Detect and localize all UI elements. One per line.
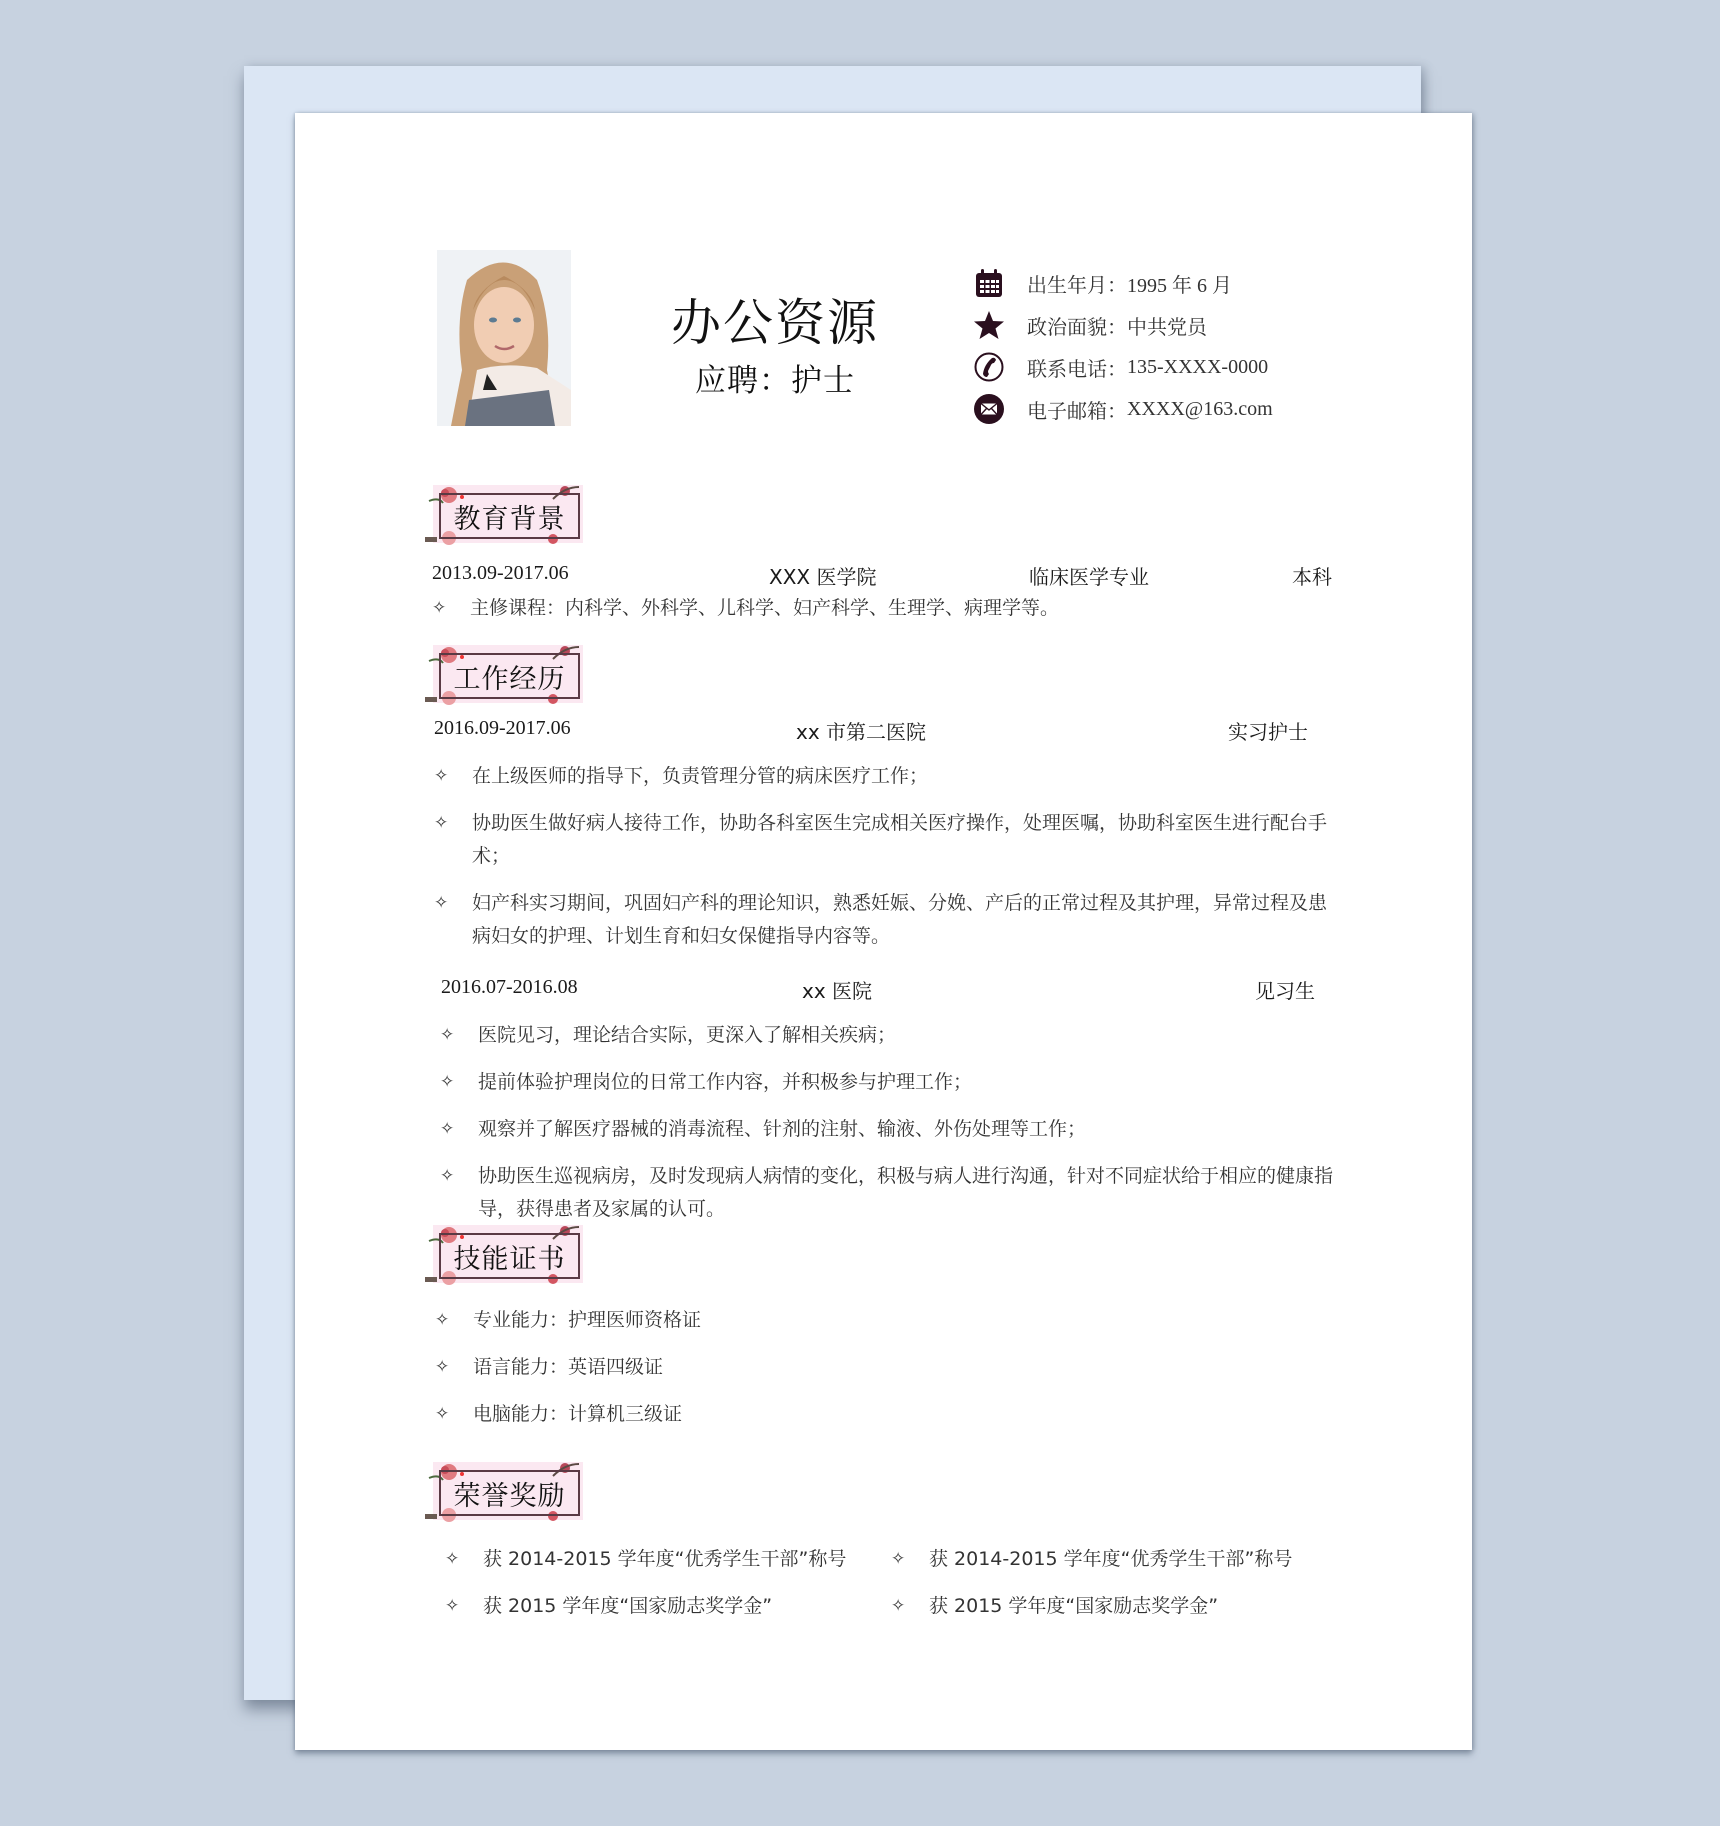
section-title-skills: 技能证书: [453, 1243, 566, 1275]
bullet-icon: ✧: [434, 766, 449, 786]
list-item: ✧ 妇产科实习期间，巩固妇产科的理论知识，熟悉妊娠、分娩、产后的正常过程及其护理，异常过程及患病妇女的护理、计划生育和妇女保健指导内容等。: [434, 887, 1329, 953]
education-courses: ✧ 主修课程：内科学、外科学、儿科学、妇产科学、生理学、病理学等。: [432, 592, 1332, 625]
bullet-icon: ✧: [435, 1404, 450, 1424]
bullet-icon: ✧: [891, 1596, 906, 1616]
contact-info: [971, 262, 1273, 430]
list-item: ✧ 提前体验护理岗位的日常工作内容，并积极参与护理工作；: [440, 1066, 1335, 1099]
bullet-icon: ✧: [891, 1549, 906, 1569]
list-item: ✧ 协助医生做好病人接待工作，协助各科室医生完成相关医疗操作，处理医嘱，协助科室医生进行配台手术；: [434, 807, 1329, 873]
contact-row-phone: [971, 346, 1273, 388]
section-title-work: 工作经历: [453, 663, 566, 695]
contact-row-birth: [971, 262, 1273, 304]
list-item: ✧ 获 2014-2015 学年度“优秀学生干部”称号: [445, 1543, 885, 1576]
list-item: ✧ 在上级医师的指导下，负责管理分管的病床医疗工作；: [434, 760, 1329, 793]
email-value: XXXX@163.com: [1127, 397, 1273, 420]
section-header-education: [425, 483, 585, 545]
job-2-org: xx 医院: [802, 979, 873, 1003]
contact-row-email: [971, 388, 1273, 430]
list-item: ✧ 专业能力：护理医师资格证: [435, 1304, 1035, 1337]
candidate-name: 办公资源: [671, 294, 879, 352]
political-value: 中共党员: [1127, 314, 1207, 339]
phone-icon: [971, 349, 1007, 385]
job-2-role: 见习生: [1255, 979, 1315, 1003]
applying-position: 应聘：护士: [695, 363, 855, 399]
birth-label: 出生年月：: [1027, 272, 1127, 297]
bullet-icon: ✧: [434, 813, 449, 833]
list-item: ✧ 获 2015 学年度“国家励志奖学金”: [891, 1590, 1331, 1623]
job-2-duties: [440, 1019, 1335, 1226]
star-icon: [971, 307, 1007, 343]
list-item: ✧ 医院见习，理论结合实际，更深入了解相关疾病；: [440, 1019, 1335, 1052]
mail-icon: [971, 391, 1007, 427]
portrait-image: [437, 250, 571, 426]
list-item: ✧ 电脑能力：计算机三级证: [435, 1398, 1035, 1431]
bullet-icon: ✧: [435, 1357, 450, 1377]
list-item: ✧ 获 2014-2015 学年度“优秀学生干部”称号: [891, 1543, 1331, 1576]
calendar-icon: [971, 265, 1007, 301]
list-item: ✧ 协助医生巡视病房，及时发现病人病情的变化，积极与病人进行沟通，针对不同症状给于相应的健康指导，获得患者及家属的认可。: [440, 1160, 1335, 1226]
job-2-period: 2016.07-2016.08: [441, 976, 578, 998]
profile-photo: [437, 250, 571, 426]
section-title-education: 教育背景: [453, 503, 566, 535]
section-header-honors: [425, 1460, 585, 1522]
skills-list: [435, 1304, 1035, 1431]
job-1-duties: [434, 760, 1329, 953]
bullet-icon: ✧: [445, 1549, 460, 1569]
email-label: 电子邮箱：: [1027, 398, 1127, 423]
bullet-icon: ✧: [440, 1072, 455, 1092]
job-1-role: 实习护士: [1228, 720, 1308, 744]
section-header-work: [425, 643, 585, 705]
political-label: 政治面貌：: [1027, 314, 1127, 339]
bullet-icon: ✧: [435, 1310, 450, 1330]
job-1-org: xx 市第二医院: [796, 720, 927, 744]
resume-page: [295, 113, 1472, 1750]
phone-value: 135-XXXX-0000: [1127, 355, 1269, 378]
section-title-honors: 荣誉奖励: [453, 1480, 566, 1512]
job-1-period: 2016.09-2017.06: [434, 717, 571, 739]
bullet-icon: ✧: [440, 1166, 455, 1186]
bullet-icon: ✧: [432, 598, 447, 618]
phone-label: 联系电话：: [1027, 356, 1127, 381]
education-degree: 本科: [1292, 565, 1332, 589]
bullet-icon: ✧: [440, 1025, 455, 1045]
contact-row-political: [971, 304, 1273, 346]
bullet-icon: ✧: [445, 1596, 460, 1616]
bullet-icon: ✧: [434, 893, 449, 913]
list-item: ✧ 语言能力：英语四级证: [435, 1351, 1035, 1384]
list-item: ✧ 观察并了解医疗器械的消毒流程、针剂的注射、输液、外伤处理等工作；: [440, 1113, 1335, 1146]
section-header-skills: [425, 1223, 585, 1285]
education-period: 2013.09-2017.06: [432, 562, 569, 584]
birth-value: 1995 年 6 月: [1127, 274, 1232, 297]
bullet-icon: ✧: [440, 1119, 455, 1139]
education-major: 临床医学专业: [1029, 565, 1149, 589]
education-school: XXX 医学院: [769, 565, 877, 589]
list-item: ✧ 获 2015 学年度“国家励志奖学金”: [445, 1590, 885, 1623]
